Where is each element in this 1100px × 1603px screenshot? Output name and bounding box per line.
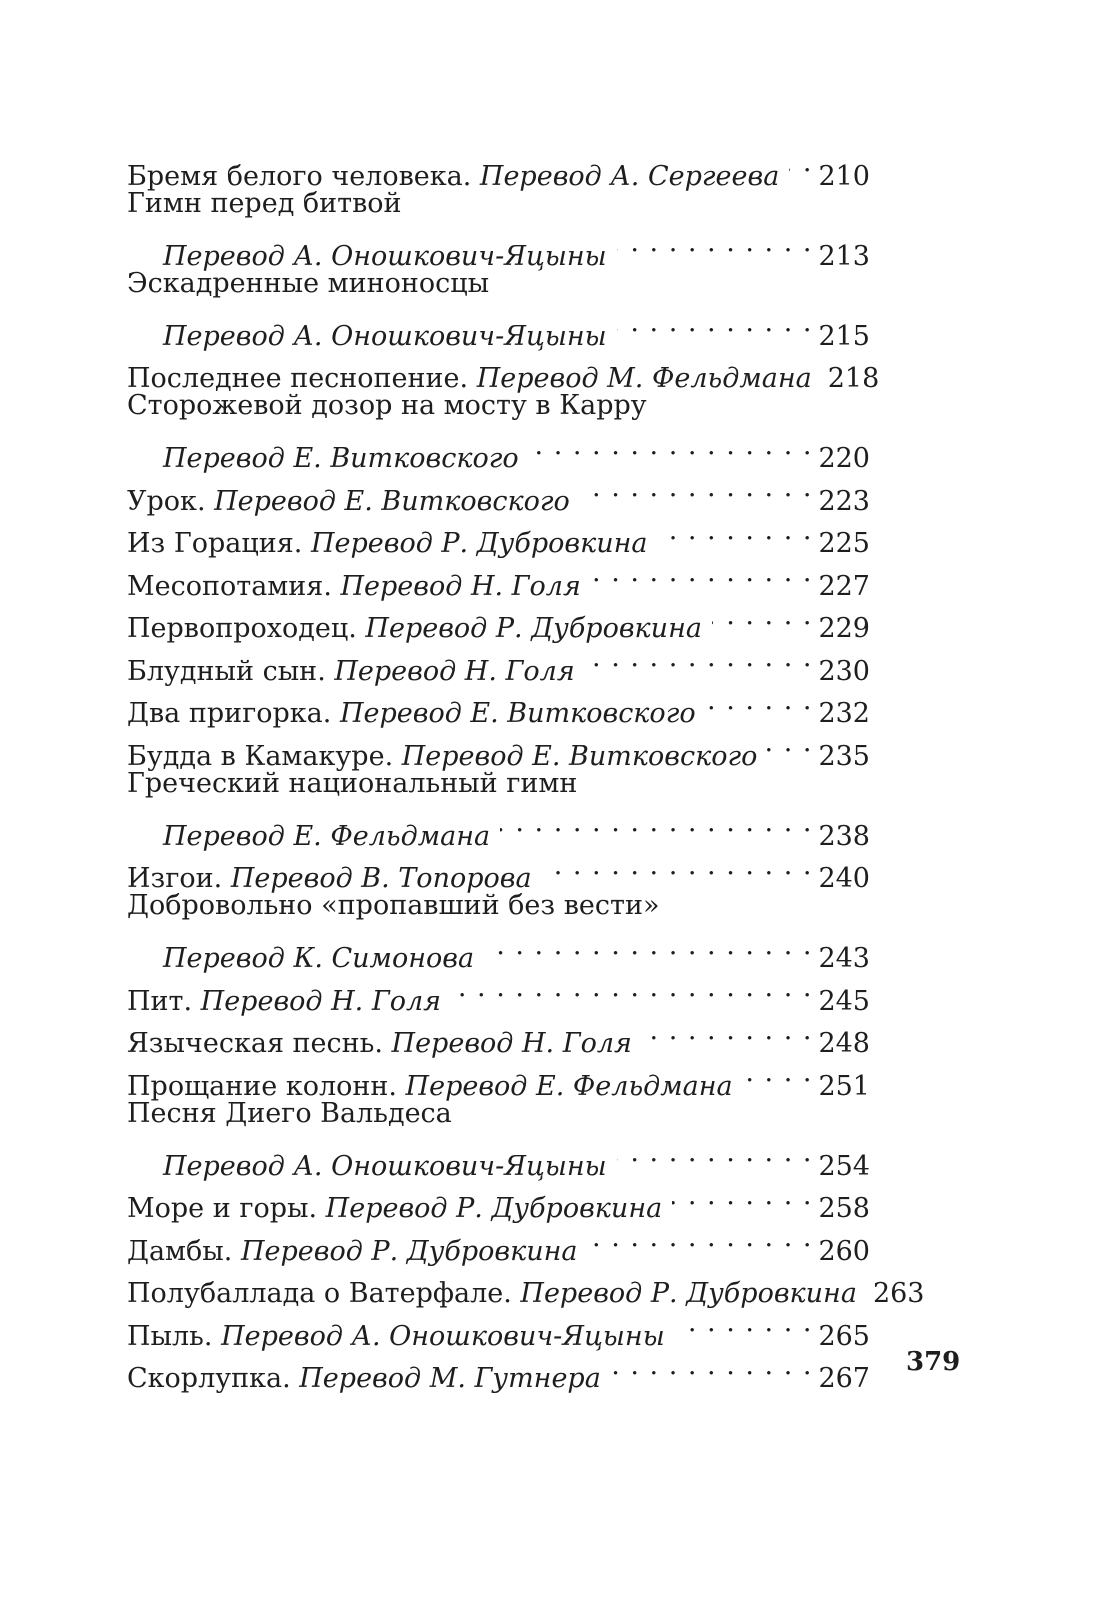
toc-title: Добровольно «пропавший без вести»: [127, 890, 660, 921]
toc-translator: Перевод А. Оношкович-Яцыны: [163, 320, 607, 352]
toc-line: Пит . Перевод Н. Голя . . . 245: [127, 967, 870, 1010]
dot-leader: [743, 1052, 813, 1095]
dot-leader: [542, 845, 813, 888]
toc-line: Изгои . Перевод В. Топорова . . . 240: [127, 845, 870, 888]
toc-title: Языческая песнь: [127, 1028, 375, 1059]
toc-title: Первопроходец: [127, 613, 349, 644]
toc-page-number: 245: [818, 985, 870, 1017]
toc-translator: Перевод Е. Витковского: [214, 485, 570, 517]
page-folio-number: 379: [906, 1347, 961, 1377]
toc-line: [127, 1132, 870, 1182]
toc-title: Блудный сын: [127, 655, 318, 687]
dot-leader: [617, 1132, 813, 1175]
toc-translator: Перевод Р. Дубровкина: [365, 613, 702, 644]
dot-leader: [617, 222, 813, 265]
toc-page-number: 229: [818, 613, 870, 644]
toc-line: Два пригорка . Перевод Е. Витковского . . . 232: [127, 680, 870, 723]
toc-page-number: 267: [818, 1363, 870, 1394]
dot-leader: [451, 967, 812, 1010]
toc-page-number: 248: [818, 1028, 870, 1059]
toc-translator: Перевод Р. Дубровкина: [325, 1193, 663, 1224]
toc-title: Пит: [127, 985, 184, 1017]
toc-translator: Перевод А. Сергеева: [479, 160, 780, 192]
toc-title: Два пригорка: [127, 698, 323, 729]
toc-line: Дамбы . Перевод Р. Дубровкина . . . 260: [127, 1217, 870, 1260]
dot-leader: [672, 1175, 812, 1218]
toc-title: Будда в Камакуре: [127, 740, 385, 772]
dot-leader: [617, 302, 813, 345]
toc-page-number: 227: [818, 570, 870, 602]
toc-page-number: 218: [827, 363, 880, 394]
toc-translator: Перевод Е. Фельдмана: [405, 1070, 733, 1102]
toc-page-number: 238: [818, 820, 870, 852]
toc-page-number: 210: [818, 160, 870, 192]
table-of-contents: [127, 142, 925, 1394]
toc-title: Греческий национальный гимн: [127, 767, 578, 799]
toc-line: Языческая песнь . Перевод Н. Голя . . . 248: [127, 1010, 870, 1053]
toc-line: Бремя белого человека . Перевод А. Сергеева . . . 210: [127, 142, 870, 185]
dot-leader: [588, 1217, 813, 1260]
toc-line: [127, 925, 870, 974]
toc-line: Из Горация . Перевод Р. Дубровкина . . . 225: [127, 510, 870, 553]
toc-page-number: 240: [818, 863, 870, 894]
dot-leader: [657, 510, 812, 553]
toc-title: Море и горы: [127, 1193, 309, 1224]
dot-leader: [529, 425, 813, 468]
dot-leader: [585, 637, 813, 680]
toc-page-number: 243: [818, 943, 870, 974]
toc-translator: Перевод Н. Голя: [340, 570, 581, 602]
toc-line: Месопотамия . Перевод Н. Голя . . . 227: [127, 552, 870, 595]
dot-leader: [642, 1010, 813, 1053]
toc-line: Скорлупка . Перевод М. Гутнера . . . 267: [127, 1345, 870, 1388]
toc-line: Блудный сын . Перевод Н. Голя . . . 230: [127, 637, 870, 680]
toc-translator: Перевод Е. Фельдмана: [163, 820, 491, 852]
toc-line: [127, 222, 870, 272]
toc-title: Бремя белого человека: [127, 160, 463, 192]
dot-leader: [591, 552, 813, 595]
toc-line: Будда в Камакуре . Перевод Е. Витковского . . . 235: [127, 722, 870, 765]
toc-line: [127, 765, 870, 803]
toc-line: Море и горы . Перевод Р. Дубровкина . . . 258: [127, 1175, 870, 1218]
toc-title: Эскадренные миноносцы: [127, 267, 490, 299]
toc-translator: Перевод Н. Голя: [200, 985, 442, 1017]
toc-line: Полубаллада о Ватерфале . Перевод Р. Дубровкина 263: [127, 1260, 870, 1303]
dot-leader: [611, 1345, 813, 1388]
toc-translator: Перевод А. Оношкович-Яцыны: [163, 1150, 607, 1182]
toc-page-number: 225: [818, 528, 870, 559]
toc-title: Прощание колонн: [127, 1070, 389, 1102]
toc-translator: Перевод Р. Дубровкина: [240, 1235, 578, 1267]
toc-translator: Перевод А. Оношкович-Яцыны: [221, 1320, 665, 1352]
toc-title: Пыль: [127, 1320, 204, 1352]
toc-translator: Перевод Р. Дубровкина: [310, 528, 648, 559]
toc-translator: Перевод Н. Голя: [334, 655, 575, 687]
toc-line: Пыль . Перевод А. Оношкович-Яцыны . . . 265: [127, 1302, 870, 1345]
toc-translator: Перевод Е. Витковского: [401, 740, 758, 772]
toc-title: Полубаллада о Ватерфале: [127, 1278, 504, 1309]
dot-leader: [706, 680, 813, 723]
toc-translator: Перевод М. Гутнера: [299, 1363, 601, 1394]
toc-line: [127, 802, 870, 852]
toc-entry: [127, 887, 870, 974]
toc-title: Последнее песнопение: [127, 363, 460, 394]
dot-leader: [484, 925, 812, 968]
toc-line: Прощание колонн . Перевод Е. Фельдмана . . . 251: [127, 1052, 870, 1095]
toc-page-number: 258: [818, 1193, 870, 1224]
toc-title: Песня Диего Вальдеса: [127, 1097, 452, 1129]
toc-title: Изгои: [127, 863, 214, 894]
toc-page-number: 265: [818, 1320, 870, 1352]
toc-title: Скорлупка: [127, 1363, 283, 1394]
toc-title: Месопотамия: [127, 570, 324, 602]
toc-page-number: 251: [818, 1070, 870, 1102]
toc-page-number: 260: [818, 1235, 870, 1267]
dot-leader: [789, 142, 812, 185]
toc-title: Урок: [127, 485, 197, 517]
dot-leader: [767, 722, 812, 765]
toc-page-number: 215: [818, 320, 870, 352]
toc-line: [127, 425, 870, 474]
toc-translator: Перевод Р. Дубровкина: [520, 1278, 857, 1309]
toc-translator: Перевод А. Оношкович-Яцыны: [163, 240, 607, 272]
toc-entry: [127, 142, 870, 192]
toc-translator: Перевод Н. Голя: [391, 1028, 632, 1059]
toc-page-number: 213: [818, 240, 870, 272]
toc-translator: Перевод Е. Витковского: [163, 443, 519, 474]
toc-translator: Перевод Е. Витковского: [339, 698, 696, 729]
dot-leader: [712, 595, 813, 638]
toc-line: Первопроходец . Перевод Р. Дубровкина . . . 229: [127, 595, 870, 638]
toc-title: Дамбы: [127, 1235, 224, 1267]
toc-line: Урок . Перевод Е. Витковского . . . 223: [127, 467, 870, 510]
toc-entry: [127, 765, 870, 852]
toc-line: [127, 302, 870, 352]
toc-page-number: 223: [818, 485, 870, 517]
toc-title: Из Горация: [127, 528, 294, 559]
toc-line: Последнее песнопение . Перевод М. Фельдмана 218: [127, 345, 870, 388]
toc-translator: Перевод В. Топорова: [230, 863, 532, 894]
toc-page-number: 232: [818, 698, 870, 729]
toc-title: Сторожевой дозор на мосту в Карру: [127, 390, 647, 421]
toc-line: [127, 887, 870, 925]
toc-page-number: 263: [872, 1278, 925, 1309]
toc-page-number: 220: [818, 443, 870, 474]
toc-title: Гимн перед битвой: [127, 187, 402, 219]
dot-leader: [580, 467, 813, 510]
toc-page-number: 235: [818, 740, 870, 772]
toc-translator: Перевод К. Симонова: [163, 943, 475, 974]
toc-page-number: 254: [818, 1150, 870, 1182]
toc-page-number: 230: [818, 655, 870, 687]
dot-leader: [500, 802, 812, 845]
toc-translator: Перевод М. Фельдмана: [476, 363, 812, 394]
dot-leader: [675, 1302, 813, 1345]
